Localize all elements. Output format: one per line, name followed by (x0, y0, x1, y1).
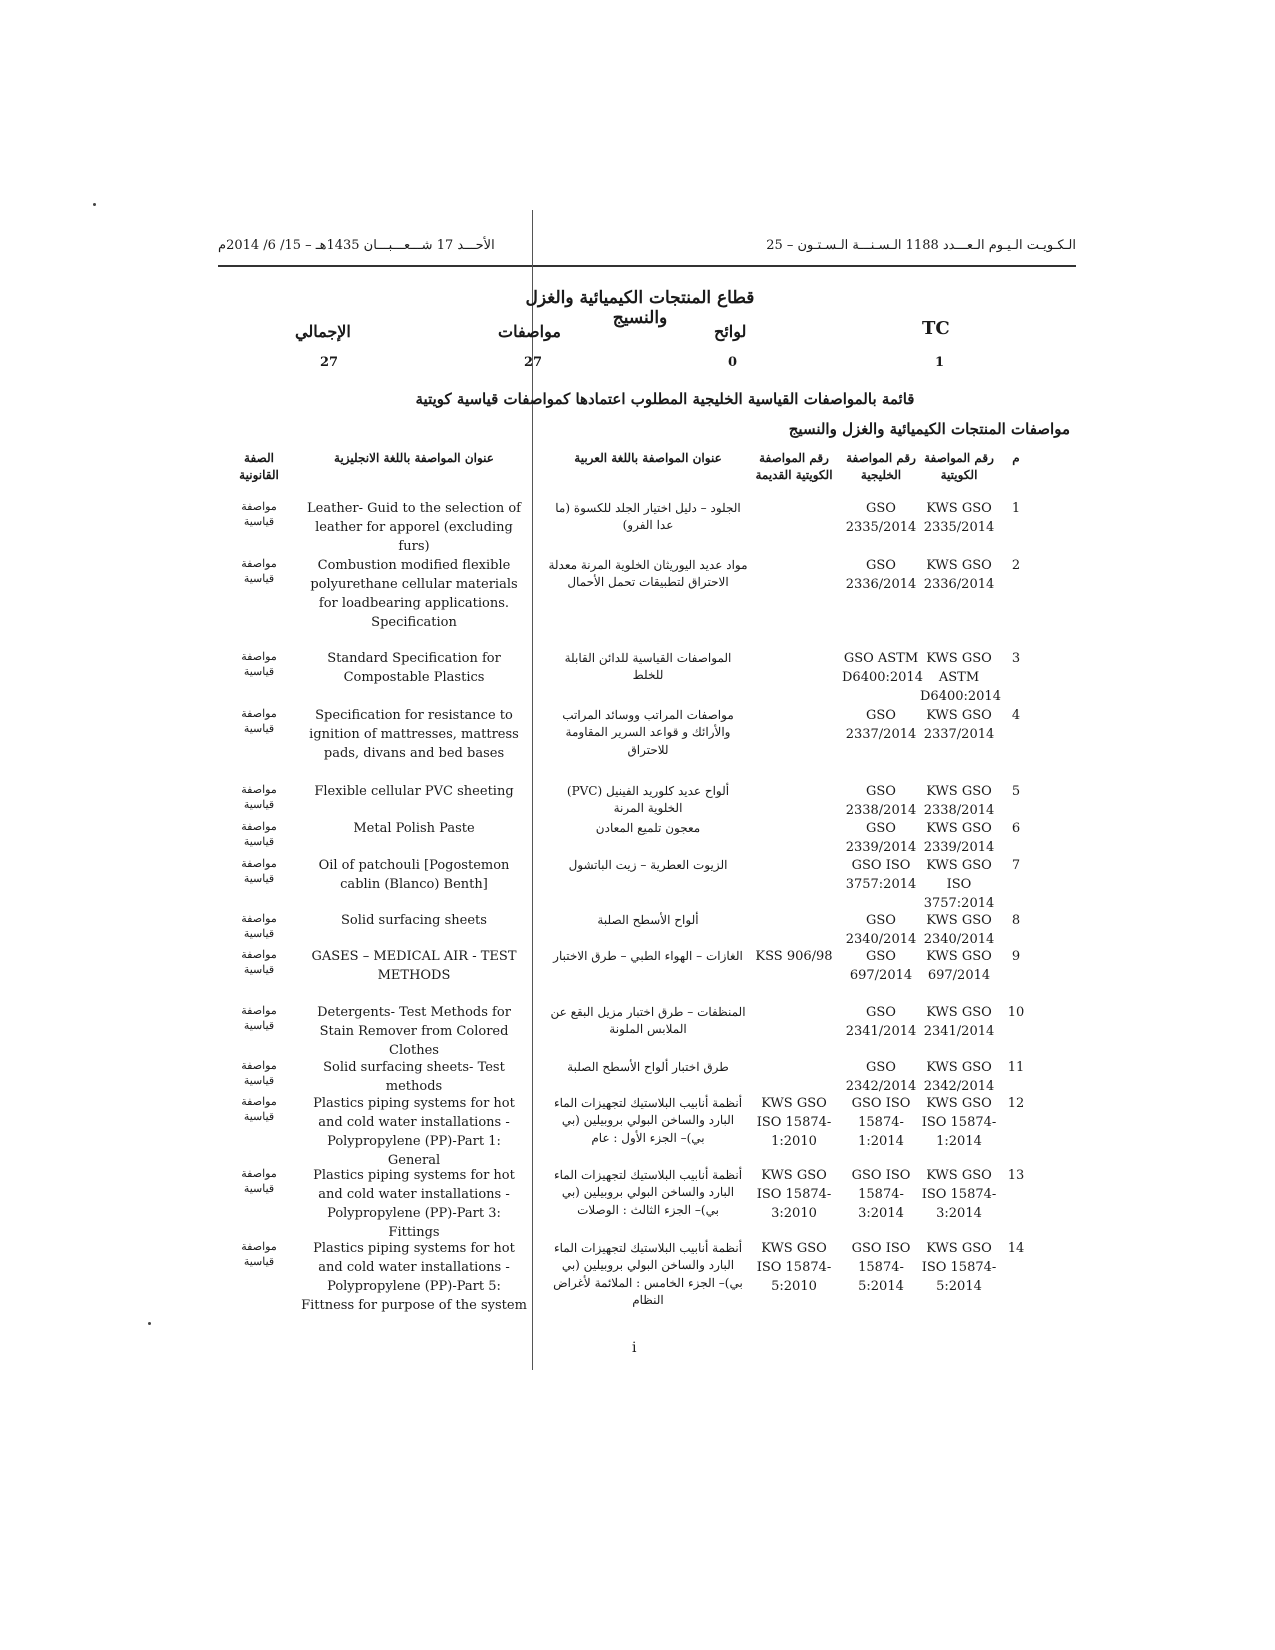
row-status: مواصفة قياسية (241, 948, 277, 976)
stray-dot (148, 1322, 151, 1325)
row-title-en: Plastics piping systems for hot and cold water installations -Polypropylene (PP)-Part 5: Fittness for purpose of the system (301, 1241, 527, 1313)
row-status: مواصفة قياسية (241, 857, 277, 885)
row-title-ar: المنظفات – طرق اختبار مزيل البقع عن الملابس الملونة (550, 1005, 746, 1037)
row-gso-number: GSO 2337/2014 (845, 708, 917, 742)
row-gso-number: GSO 697/2014 (849, 949, 913, 983)
row-gso-number: GSO 2338/2014 (845, 784, 917, 818)
row-kws-number: KWS GSO ASTM D6400:2014 (920, 651, 1001, 704)
sector-title: قطاع المنتجات الكيميائية والغزل والنسيج (525, 288, 755, 328)
row-status: مواصفة قياسية (241, 912, 277, 940)
row-title-en: Leather- Guid to the selection of leather for apporel (excluding furs) (307, 501, 521, 554)
row-title-en: Standard Specification for Compostable Plastics (327, 651, 501, 685)
row-gso-number: GSO 2335/2014 (845, 501, 917, 535)
column-header-gso: رقم المواصفة الخليجية (846, 451, 916, 482)
row-title-en: Metal Polish Paste (353, 821, 475, 836)
row-kws-number: KWS GSO ISO 15874-3:2014 (921, 1168, 997, 1221)
column-header-status: الصفة القانونية (239, 451, 279, 482)
summary-specs-value: 27 (524, 355, 543, 370)
row-status: مواصفة قياسية (241, 557, 277, 585)
row-kws-number: KWS GSO 2338/2014 (923, 784, 995, 818)
row-no: 9 (1011, 949, 1021, 964)
row-gso-number: GSO ISO 15874-1:2014 (851, 1096, 911, 1149)
row-no: 10 (1007, 1005, 1025, 1020)
row-no: 8 (1011, 913, 1021, 928)
row-old-kws-number: KWS GSO ISO 15874-3:2010 (756, 1168, 832, 1221)
row-title-en: Solid surfacing sheets (341, 913, 487, 928)
row-no: 1 (1011, 501, 1021, 516)
row-no: 14 (1007, 1241, 1025, 1256)
row-no: 2 (1011, 558, 1021, 573)
row-kws-number: KWS GSO 2335/2014 (923, 501, 995, 535)
column-header-old-kws: رقم المواصفة الكويتية القديمة (755, 451, 833, 482)
row-title-en: Oil of patchouli [Pogostemon cablin (Blanco) Benth] (318, 858, 510, 892)
row-kws-number: KWS GSO ISO 15874-1:2014 (921, 1096, 997, 1149)
row-kws-number: KWS GSO 2339/2014 (923, 821, 995, 855)
row-title-en: Detergents- Test Methods for Stain Remover from Colored Clothes (317, 1005, 511, 1058)
row-status: مواصفة قياسية (241, 1059, 277, 1087)
row-no: 3 (1011, 651, 1021, 666)
summary-tc-label: TC (922, 318, 950, 339)
list-title: قائمة بالمواصفات القياسية الخليجية المطلوب اعتمادها كمواصفات قياسية كويتية (415, 390, 915, 408)
header-issue: الـكـويـت الـيـوم الـعـــدد 1188 الـسـنـــة الـسـتـون – 25 (766, 238, 1076, 253)
row-status: مواصفة قياسية (241, 1167, 277, 1195)
row-old-kws-number: KWS GSO ISO 15874-5:2010 (756, 1241, 832, 1294)
row-gso-number: GSO 2339/2014 (845, 821, 917, 855)
row-no: 13 (1007, 1168, 1025, 1183)
header-rule (218, 265, 1076, 267)
column-header-kws: رقم المواصفة الكويتية (924, 451, 994, 482)
row-title-ar: معجون تلميع المعادن (595, 821, 701, 835)
row-title-en: Flexible cellular PVC sheeting (314, 784, 514, 799)
header-date: الأحـــد 17 شـــعـــبـــان 1435هـ – 15/ 6/ 2014م (218, 238, 495, 253)
summary-regs-value: 0 (728, 355, 738, 370)
row-no: 12 (1007, 1096, 1025, 1111)
row-title-ar: ألواح الأسطح الصلبة (597, 913, 699, 927)
row-title-ar: أنظمة أنابيب البلاستيك لتجهيزات الماء البارد والساخن البولي بروبيلين (بي بي)– الجزء الخامس : الملائمة لأغراض النظام (553, 1241, 743, 1308)
summary-total-value: 27 (320, 355, 339, 370)
scan-fold-line (532, 210, 533, 1370)
row-gso-number: GSO ISO 15874-5:2014 (851, 1241, 911, 1294)
row-old-kws-number: KSS 906/98 (755, 949, 833, 964)
row-title-en: Solid surfacing sheets- Test methods (323, 1060, 505, 1094)
column-header-no: م (1012, 451, 1020, 465)
row-title-ar: المواصفات القياسية للدائن القابلة للخلط (564, 651, 732, 683)
summary-tc-value: 1 (935, 355, 945, 370)
stray-dot (93, 203, 96, 206)
subsector-title: مواصفات المنتجات الكيميائية والغزل والنسيج (788, 420, 1070, 438)
row-no: 11 (1007, 1060, 1025, 1075)
row-kws-number: KWS GSO 2340/2014 (923, 913, 995, 947)
row-gso-number: GSO ISO 15874-3:2014 (851, 1168, 911, 1221)
row-gso-number: GSO 2341/2014 (845, 1005, 917, 1039)
row-no: 5 (1011, 784, 1021, 799)
row-title-ar: الزيوت العطرية – زيت الباتشول (568, 858, 728, 872)
row-title-ar: أنظمة أنابيب البلاستيك لتجهيزات الماء البارد والساخن البولي بروبيلين (بي بي)– الجزء الثالث : الوصلات (553, 1168, 743, 1217)
row-title-en: Plastics piping systems for hot and cold water installations -Polypropylene (PP)-Part 3: Fittings (313, 1168, 515, 1240)
row-kws-number: KWS GSO 2342/2014 (923, 1060, 995, 1094)
row-status: مواصفة قياسية (241, 783, 277, 811)
row-kws-number: KWS GSO 2337/2014 (923, 708, 995, 742)
row-title-en: GASES – MEDICAL AIR - TEST METHODS (311, 949, 517, 983)
row-no: 6 (1011, 821, 1021, 836)
row-status: مواصفة قياسية (241, 1095, 277, 1123)
column-header-title-ar: عنوان المواصفة باللغة العربية (574, 451, 722, 465)
row-kws-number: KWS GSO ISO 15874-5:2014 (921, 1241, 997, 1294)
row-gso-number: GSO 2340/2014 (845, 913, 917, 947)
page-header (218, 230, 1076, 260)
row-kws-number: KWS GSO 697/2014 (926, 949, 992, 983)
row-title-ar: الجلود – دليل اختيار الجلد للكسوة (ما عدا الفرو) (555, 501, 741, 533)
row-status: مواصفة قياسية (241, 650, 277, 678)
row-title-ar: طرق اختبار ألواح الأسطح الصلبة (567, 1060, 729, 1074)
row-gso-number: GSO ISO 3757:2014 (845, 858, 917, 892)
row-status: مواصفة قياسية (241, 1004, 277, 1032)
row-no: 4 (1011, 708, 1021, 723)
row-old-kws-number: KWS GSO ISO 15874-1:2010 (756, 1096, 832, 1149)
row-title-en: Combustion modified flexible polyurethane cellular materials for loadbearing applications. Specification (310, 558, 518, 630)
row-gso-number: GSO 2342/2014 (845, 1060, 917, 1094)
row-title-en: Specification for resistance to ignition of mattresses, mattress pads, divans and bed bases (309, 708, 519, 761)
footer-mark: i (632, 1340, 637, 1356)
row-kws-number: KWS GSO 2341/2014 (923, 1005, 995, 1039)
summary-regs-label: لوائح (714, 322, 747, 341)
row-status: مواصفة قياسية (241, 500, 277, 528)
row-status: مواصفة قياسية (241, 707, 277, 735)
row-gso-number: GSO ASTM D6400:2014 (842, 651, 923, 685)
row-kws-number: KWS GSO ISO 3757:2014 (923, 858, 995, 911)
row-status: مواصفة قياسية (241, 1240, 277, 1268)
summary-total-label: الإجمالي (295, 322, 351, 341)
row-title-ar: ألواح عديد كلوريد الفينيل (PVC) الخلوية المرنة (566, 784, 730, 816)
row-status: مواصفة قياسية (241, 820, 277, 848)
row-no: 7 (1011, 858, 1021, 873)
row-title-ar: مواصفات المراتب ووسائد المراتب والأرائك و قواعد السرير المقاومة للاحتراق (562, 708, 734, 757)
column-header-title-en: عنوان المواصفة باللغة الانجليزية (334, 451, 494, 465)
row-gso-number: GSO 2336/2014 (845, 558, 917, 592)
row-title-ar: أنظمة أنابيب البلاستيك لتجهيزات الماء البارد والساخن البولي بروبيلين (بي بي)– الجزء الأول : عام (553, 1096, 743, 1145)
row-kws-number: KWS GSO 2336/2014 (923, 558, 995, 592)
row-title-en: Plastics piping systems for hot and cold water installations -Polypropylene (PP)-Part 1: General (313, 1096, 515, 1168)
row-title-ar: الغازات – الهواء الطبي – طرق الاختبار (553, 949, 743, 963)
summary-specs-label: مواصفات (498, 322, 561, 341)
row-title-ar: مواد عديد اليوريثان الخلوية المرنة معدلة الاحتراق لتطبيقات تحمل الأحمال (548, 558, 748, 590)
